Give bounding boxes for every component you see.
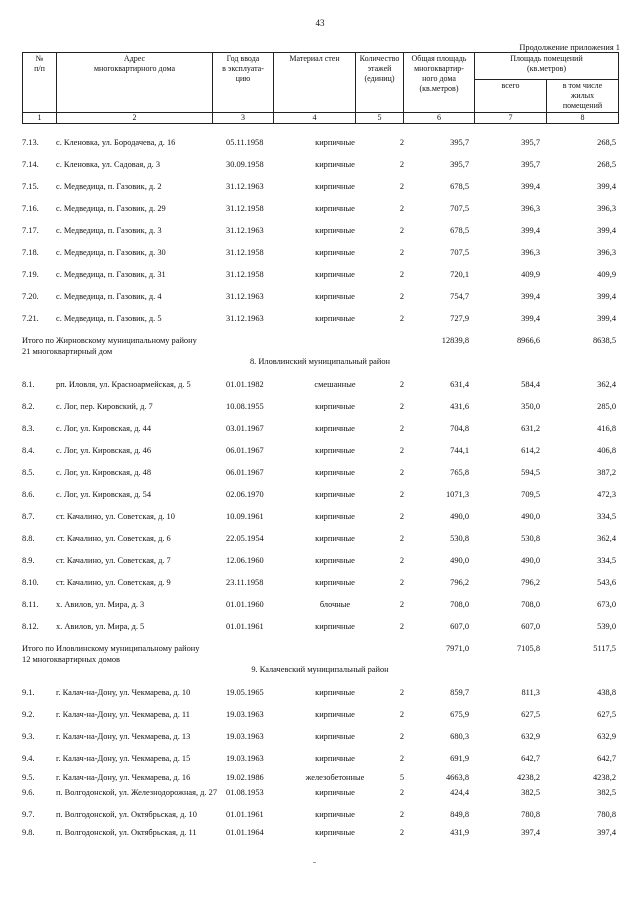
row-number: 9.4. bbox=[22, 754, 35, 763]
table-row bbox=[22, 313, 618, 325]
header-living: в том числе жилых помещений bbox=[547, 80, 619, 113]
table-row bbox=[22, 181, 618, 193]
header-total-area: Общая площадь многоквартир- ного дома (кв.метров) bbox=[404, 53, 475, 113]
row-all-area: 395,7 bbox=[521, 138, 540, 147]
row-material: кирпичные bbox=[315, 810, 355, 819]
row-material: кирпичные bbox=[315, 314, 355, 323]
row-living-area: 4238,2 bbox=[592, 773, 616, 782]
total-area-value: 7971,0 bbox=[445, 644, 469, 653]
table-row bbox=[22, 599, 618, 611]
row-number: 8.11. bbox=[22, 600, 39, 609]
row-address: ст. Качалино, ул. Советская, д. 7 bbox=[56, 556, 171, 565]
table-row bbox=[22, 753, 618, 765]
row-number: 7.13. bbox=[22, 138, 39, 147]
row-living-area: 780,8 bbox=[597, 810, 616, 819]
row-material: кирпичные bbox=[315, 534, 355, 543]
table-row bbox=[22, 379, 618, 391]
row-all-area: 708,0 bbox=[521, 600, 540, 609]
row-total-area: 395,7 bbox=[450, 138, 469, 147]
row-year: 22.05.1954 bbox=[226, 534, 264, 543]
row-all-area: 396,3 bbox=[521, 204, 540, 213]
header-all: всего bbox=[475, 80, 547, 113]
row-year: 06.01.1967 bbox=[226, 468, 264, 477]
row-number: 8.12. bbox=[22, 622, 39, 631]
row-all-area: 796,2 bbox=[521, 578, 540, 587]
row-address: с. Медведица, п. Газовик, д. 2 bbox=[56, 182, 162, 191]
row-floors: 2 bbox=[399, 270, 404, 279]
row-material: кирпичные bbox=[315, 424, 355, 433]
table-row bbox=[22, 291, 618, 303]
row-living-area: 362,4 bbox=[597, 534, 616, 543]
row-year: 31.12.1958 bbox=[226, 270, 264, 279]
row-number: 8.8. bbox=[22, 534, 35, 543]
total-living-value: 5117,5 bbox=[593, 644, 616, 653]
row-floors: 2 bbox=[399, 828, 404, 837]
total-all-value: 8966,6 bbox=[516, 336, 540, 345]
header-premises-area: Площадь помещений (кв.метров) bbox=[475, 53, 619, 80]
table-row bbox=[22, 687, 618, 699]
table-header bbox=[22, 52, 619, 124]
row-year: 01.01.1961 bbox=[226, 622, 264, 631]
row-material: кирпичные bbox=[315, 446, 355, 455]
row-floors: 2 bbox=[399, 138, 404, 147]
row-address: с. Лог, ул. Кировская, д. 54 bbox=[56, 490, 152, 499]
row-year: 30.09.1958 bbox=[226, 160, 264, 169]
row-all-area: 399,4 bbox=[521, 292, 540, 301]
total-all-value: 7105,8 bbox=[516, 644, 540, 653]
row-floors: 2 bbox=[399, 534, 404, 543]
row-year: 31.12.1963 bbox=[226, 226, 264, 235]
row-material: кирпичные bbox=[315, 204, 355, 213]
row-all-area: 584,4 bbox=[521, 380, 540, 389]
row-number: 8.1. bbox=[22, 380, 35, 389]
row-number: 7.20. bbox=[22, 292, 39, 301]
row-material: кирпичные bbox=[315, 248, 355, 257]
row-all-area: 395,7 bbox=[521, 160, 540, 169]
row-all-area: 399,4 bbox=[521, 314, 540, 323]
row-material: кирпичные bbox=[315, 292, 355, 301]
row-total-area: 1071,3 bbox=[445, 490, 469, 499]
row-total-area: 490,0 bbox=[450, 512, 469, 521]
table-row bbox=[22, 445, 618, 457]
row-living-area: 387,2 bbox=[597, 468, 616, 477]
row-address: г. Калач-на-Дону, ул. Чекмарева, д. 16 bbox=[56, 773, 191, 782]
row-number: 9.3. bbox=[22, 732, 35, 741]
row-floors: 2 bbox=[399, 468, 404, 477]
row-year: 31.12.1963 bbox=[226, 314, 264, 323]
row-material: кирпичные bbox=[315, 732, 355, 741]
row-all-area: 780,8 bbox=[521, 810, 540, 819]
row-year: 03.01.1967 bbox=[226, 424, 264, 433]
row-total-area: 744,1 bbox=[450, 446, 469, 455]
row-number: 7.19. bbox=[22, 270, 39, 279]
row-all-area: 396,3 bbox=[521, 248, 540, 257]
table-row bbox=[22, 159, 618, 171]
row-number: 7.18. bbox=[22, 248, 39, 257]
row-address: с. Медведица, п. Газовик, д. 31 bbox=[56, 270, 166, 279]
row-floors: 2 bbox=[399, 226, 404, 235]
row-living-area: 362,4 bbox=[597, 380, 616, 389]
row-living-area: 632,9 bbox=[597, 732, 616, 741]
row-total-area: 607,0 bbox=[450, 622, 469, 631]
row-number: 9.2. bbox=[22, 710, 35, 719]
row-all-area: 627,5 bbox=[521, 710, 540, 719]
row-year: 31.12.1963 bbox=[226, 292, 264, 301]
col-number-7: 7 bbox=[475, 113, 547, 124]
header-floors: Количество этажей (единиц) bbox=[356, 53, 404, 113]
row-address: г. Калач-на-Дону, ул. Чекмарева, д. 13 bbox=[56, 732, 191, 741]
row-address: х. Авилов, ул. Мира, д. 5 bbox=[56, 622, 145, 631]
row-year: 19.03.1963 bbox=[226, 732, 264, 741]
row-living-area: 416,8 bbox=[597, 424, 616, 433]
table-row bbox=[22, 137, 618, 149]
row-total-area: 395,7 bbox=[450, 160, 469, 169]
row-living-area: 399,4 bbox=[597, 226, 616, 235]
row-year: 01.01.1982 bbox=[226, 380, 264, 389]
row-floors: 2 bbox=[399, 424, 404, 433]
col-number-3: 3 bbox=[213, 113, 274, 124]
row-material: смешанные bbox=[314, 380, 356, 389]
table-row bbox=[22, 401, 618, 413]
row-total-area: 678,5 bbox=[450, 226, 469, 235]
row-all-area: 490,0 bbox=[521, 556, 540, 565]
row-material: железобетонные bbox=[305, 773, 365, 782]
row-number: 8.2. bbox=[22, 402, 35, 411]
row-all-area: 631,2 bbox=[521, 424, 540, 433]
continuation-note: Продолжение приложения 1 bbox=[519, 43, 620, 52]
row-floors: 2 bbox=[399, 732, 404, 741]
row-all-area: 409,9 bbox=[521, 270, 540, 279]
table-row bbox=[22, 787, 618, 811]
row-year: 01.01.1961 bbox=[226, 810, 264, 819]
row-year: 19.03.1963 bbox=[226, 754, 264, 763]
row-address: п. Волгодонской, ул. Октябрьская, д. 10 bbox=[56, 810, 197, 819]
row-material: кирпичные bbox=[315, 622, 355, 631]
row-address: ст. Качалино, ул. Советская, д. 10 bbox=[56, 512, 175, 521]
row-material: кирпичные bbox=[315, 688, 355, 697]
table-row bbox=[22, 772, 618, 784]
row-all-area: 811,3 bbox=[521, 688, 540, 697]
row-all-area: 490,0 bbox=[521, 512, 540, 521]
row-number: 9.5. bbox=[22, 773, 35, 782]
row-number: 7.16. bbox=[22, 204, 39, 213]
row-address: с. Лог, ул. Кировская, д. 44 bbox=[56, 424, 152, 433]
row-material: блочные bbox=[319, 600, 351, 609]
row-number: 8.5. bbox=[22, 468, 35, 477]
row-number: 8.7. bbox=[22, 512, 35, 521]
section-title: 9. Калачевский муниципальный район bbox=[251, 665, 389, 674]
row-living-area: 399,4 bbox=[597, 292, 616, 301]
table-row bbox=[22, 555, 618, 567]
row-living-area: 543,6 bbox=[597, 578, 616, 587]
row-address: п. Волгодонской, ул. Октябрьская, д. 11 bbox=[56, 828, 197, 837]
row-total-area: 424,4 bbox=[450, 788, 469, 797]
row-address: с. Лог, ул. Кировская, д. 46 bbox=[56, 446, 152, 455]
row-living-area: 472,3 bbox=[597, 490, 616, 499]
row-material: кирпичные bbox=[315, 270, 355, 279]
row-living-area: 285,0 bbox=[597, 402, 616, 411]
header-address: Адрес многоквартирного дома bbox=[57, 53, 213, 113]
row-floors: 2 bbox=[399, 380, 404, 389]
row-number: 7.14. bbox=[22, 160, 39, 169]
total-area-value: 12839,8 bbox=[441, 336, 469, 345]
row-living-area: 268,5 bbox=[597, 138, 616, 147]
row-living-area: 334,5 bbox=[597, 556, 616, 565]
row-number: 8.4. bbox=[22, 446, 35, 455]
row-floors: 2 bbox=[399, 556, 404, 565]
row-address: г. Калач-на-Дону, ул. Чекмарева, д. 11 bbox=[56, 710, 190, 719]
row-number: 8.9. bbox=[22, 556, 35, 565]
row-address: с. Медведица, п. Газовик, д. 30 bbox=[56, 248, 166, 257]
col-number-2: 2 bbox=[57, 113, 213, 124]
col-number-5: 5 bbox=[356, 113, 404, 124]
row-floors: 2 bbox=[399, 600, 404, 609]
row-material: кирпичные bbox=[315, 828, 355, 837]
row-total-area: 431,9 bbox=[450, 828, 469, 837]
row-address: с. Медведица, п. Газовик, д. 4 bbox=[56, 292, 162, 301]
row-material: кирпичные bbox=[315, 556, 355, 565]
row-year: 31.12.1958 bbox=[226, 204, 264, 213]
header-material: Материал стен bbox=[274, 53, 356, 113]
col-number-8: 8 bbox=[547, 113, 619, 124]
row-all-area: 709,5 bbox=[521, 490, 540, 499]
row-all-area: 4238,2 bbox=[516, 773, 540, 782]
row-floors: 2 bbox=[399, 710, 404, 719]
table-row bbox=[22, 423, 618, 435]
row-material: кирпичные bbox=[315, 226, 355, 235]
table-row bbox=[22, 577, 618, 589]
row-all-area: 397,4 bbox=[521, 828, 540, 837]
row-floors: 2 bbox=[399, 754, 404, 763]
col-number-6: 6 bbox=[404, 113, 475, 124]
row-all-area: 632,9 bbox=[521, 732, 540, 741]
row-floors: 2 bbox=[399, 788, 404, 797]
table-row bbox=[22, 709, 618, 721]
row-year: 31.12.1958 bbox=[226, 248, 264, 257]
row-floors: 2 bbox=[399, 160, 404, 169]
row-floors: 2 bbox=[399, 512, 404, 521]
row-total-area: 754,7 bbox=[450, 292, 469, 301]
row-floors: 2 bbox=[399, 490, 404, 499]
row-material: кирпичные bbox=[315, 512, 355, 521]
row-year: 02.06.1970 bbox=[226, 490, 264, 499]
row-address: ст. Качалино, ул. Советская, д. 9 bbox=[56, 578, 171, 587]
table-row bbox=[22, 247, 618, 259]
table-row bbox=[22, 467, 618, 479]
row-total-area: 707,5 bbox=[450, 204, 469, 213]
table-row bbox=[22, 489, 618, 501]
row-address: с. Медведица, п. Газовик, д. 3 bbox=[56, 226, 162, 235]
row-all-area: 614,2 bbox=[521, 446, 540, 455]
table-row bbox=[22, 203, 618, 215]
row-total-area: 796,2 bbox=[450, 578, 469, 587]
row-total-area: 708,0 bbox=[450, 600, 469, 609]
row-total-area: 675,9 bbox=[450, 710, 469, 719]
row-material: кирпичные bbox=[315, 160, 355, 169]
row-material: кирпичные bbox=[315, 710, 355, 719]
row-year: 10.08.1955 bbox=[226, 402, 264, 411]
row-address: с. Лог, ул. Кировская, д. 48 bbox=[56, 468, 152, 477]
row-address: х. Авилов, ул. Мира, д. 3 bbox=[56, 600, 145, 609]
row-living-area: 409,9 bbox=[597, 270, 616, 279]
row-living-area: 438,8 bbox=[597, 688, 616, 697]
row-material: кирпичные bbox=[315, 182, 355, 191]
row-total-area: 680,3 bbox=[450, 732, 469, 741]
total-label: Итого по Жирновскому муниципальному району 21 многоквартирный дом bbox=[22, 336, 197, 356]
row-all-area: 530,8 bbox=[521, 534, 540, 543]
row-living-area: 268,5 bbox=[597, 160, 616, 169]
row-number: 8.6. bbox=[22, 490, 35, 499]
row-number: 9.7. bbox=[22, 810, 35, 819]
row-living-area: 642,7 bbox=[597, 754, 616, 763]
row-living-area: 406,8 bbox=[597, 446, 616, 455]
row-material: кирпичные bbox=[315, 138, 355, 147]
row-address: с. Медведица, п. Газовик, д. 29 bbox=[56, 204, 166, 213]
row-living-area: 627,5 bbox=[597, 710, 616, 719]
row-number: 9.6. bbox=[22, 788, 35, 797]
row-address: рп. Иловля, ул. Красноармейская, д. 5 bbox=[56, 380, 191, 389]
row-living-area: 397,4 bbox=[597, 828, 616, 837]
row-all-area: 350,0 bbox=[521, 402, 540, 411]
table-row bbox=[22, 511, 618, 523]
row-total-area: 707,5 bbox=[450, 248, 469, 257]
table-row bbox=[22, 827, 618, 851]
row-floors: 2 bbox=[399, 622, 404, 631]
row-total-area: 704,8 bbox=[450, 424, 469, 433]
table-row bbox=[22, 269, 618, 281]
row-material: кирпичные bbox=[315, 468, 355, 477]
row-number: 7.15. bbox=[22, 182, 39, 191]
row-year: 01.08.1953 bbox=[226, 788, 264, 797]
row-floors: 2 bbox=[399, 248, 404, 257]
row-all-area: 594,5 bbox=[521, 468, 540, 477]
table-row bbox=[22, 621, 618, 633]
row-year: 01.01.1964 bbox=[226, 828, 264, 837]
row-number: 8.3. bbox=[22, 424, 35, 433]
row-address: г. Калач-на-Дону, ул. Чекмарева, д. 10 bbox=[56, 688, 191, 697]
row-year: 19.02.1986 bbox=[226, 773, 264, 782]
row-material: кирпичные bbox=[315, 490, 355, 499]
footer-mark bbox=[313, 862, 316, 863]
row-all-area: 642,7 bbox=[521, 754, 540, 763]
row-year: 10.09.1961 bbox=[226, 512, 264, 521]
row-living-area: 673,0 bbox=[597, 600, 616, 609]
row-total-area: 859,7 bbox=[450, 688, 469, 697]
row-all-area: 399,4 bbox=[521, 182, 540, 191]
row-floors: 2 bbox=[399, 292, 404, 301]
row-total-area: 490,0 bbox=[450, 556, 469, 565]
row-year: 19.05.1965 bbox=[226, 688, 264, 697]
row-living-area: 396,3 bbox=[597, 248, 616, 257]
row-address: с. Кленовка, ул. Бородачева, д. 16 bbox=[56, 138, 176, 147]
row-living-area: 396,3 bbox=[597, 204, 616, 213]
row-total-area: 849,8 bbox=[450, 810, 469, 819]
row-floors: 5 bbox=[399, 773, 404, 782]
row-material: кирпичные bbox=[315, 578, 355, 587]
row-address: с. Кленовка, ул. Садовая, д. 3 bbox=[56, 160, 161, 169]
row-floors: 2 bbox=[399, 182, 404, 191]
row-year: 06.01.1967 bbox=[226, 446, 264, 455]
row-living-area: 399,4 bbox=[597, 314, 616, 323]
page-number: 43 bbox=[315, 18, 325, 28]
row-total-area: 720,1 bbox=[450, 270, 469, 279]
row-address: п. Волгодонской, ул. Железнодорожная, д. 27 bbox=[56, 788, 218, 797]
row-address: г. Калач-на-Дону, ул. Чекмарева, д. 15 bbox=[56, 754, 191, 763]
row-address: ст. Качалино, ул. Советская, д. 6 bbox=[56, 534, 171, 543]
row-floors: 2 bbox=[399, 688, 404, 697]
row-number: 9.1. bbox=[22, 688, 35, 697]
row-floors: 2 bbox=[399, 578, 404, 587]
row-year: 05.11.1958 bbox=[226, 138, 264, 147]
table-row bbox=[22, 225, 618, 237]
table-row bbox=[22, 533, 618, 545]
table-row bbox=[22, 731, 618, 743]
row-all-area: 382,5 bbox=[521, 788, 540, 797]
row-year: 23.11.1958 bbox=[226, 578, 264, 587]
row-living-area: 399,4 bbox=[597, 182, 616, 191]
row-living-area: 539,0 bbox=[597, 622, 616, 631]
row-year: 01.01.1960 bbox=[226, 600, 264, 609]
row-year: 31.12.1963 bbox=[226, 182, 264, 191]
row-year: 19.03.1963 bbox=[226, 710, 264, 719]
header-num: № п/п bbox=[23, 53, 57, 113]
row-material: кирпичные bbox=[315, 788, 355, 797]
row-total-area: 4663,8 bbox=[445, 773, 469, 782]
row-total-area: 691,9 bbox=[450, 754, 469, 763]
row-floors: 2 bbox=[399, 204, 404, 213]
row-living-area: 334,5 bbox=[597, 512, 616, 521]
row-floors: 2 bbox=[399, 402, 404, 411]
row-floors: 2 bbox=[399, 314, 404, 323]
row-total-area: 765,8 bbox=[450, 468, 469, 477]
row-number: 7.17. bbox=[22, 226, 39, 235]
row-number: 7.21. bbox=[22, 314, 39, 323]
row-living-area: 382,5 bbox=[597, 788, 616, 797]
col-number-4: 4 bbox=[274, 113, 356, 124]
row-material: кирпичные bbox=[315, 754, 355, 763]
row-total-area: 431,6 bbox=[450, 402, 469, 411]
total-label: Итого по Иловлинскому муниципальному району 12 многоквартирных домов bbox=[22, 644, 200, 664]
row-total-area: 530,8 bbox=[450, 534, 469, 543]
row-address: с. Медведица, п. Газовик, д. 5 bbox=[56, 314, 162, 323]
row-floors: 2 bbox=[399, 446, 404, 455]
row-all-area: 399,4 bbox=[521, 226, 540, 235]
row-total-area: 678,5 bbox=[450, 182, 469, 191]
total-living-value: 8638,5 bbox=[592, 336, 616, 345]
row-all-area: 607,0 bbox=[521, 622, 540, 631]
row-number: 9.8. bbox=[22, 828, 35, 837]
row-year: 12.06.1960 bbox=[226, 556, 264, 565]
row-number: 8.10. bbox=[22, 578, 39, 587]
row-total-area: 631,4 bbox=[450, 380, 469, 389]
header-year: Год ввода в эксплуата- цию bbox=[213, 53, 274, 113]
row-address: с. Лог, пер. Кировский, д. 7 bbox=[56, 402, 153, 411]
section-title: 8. Иловлинский муниципальный район bbox=[249, 357, 391, 366]
row-floors: 2 bbox=[399, 810, 404, 819]
col-number-1: 1 bbox=[23, 113, 57, 124]
row-total-area: 727,9 bbox=[450, 314, 469, 323]
row-material: кирпичные bbox=[315, 402, 355, 411]
